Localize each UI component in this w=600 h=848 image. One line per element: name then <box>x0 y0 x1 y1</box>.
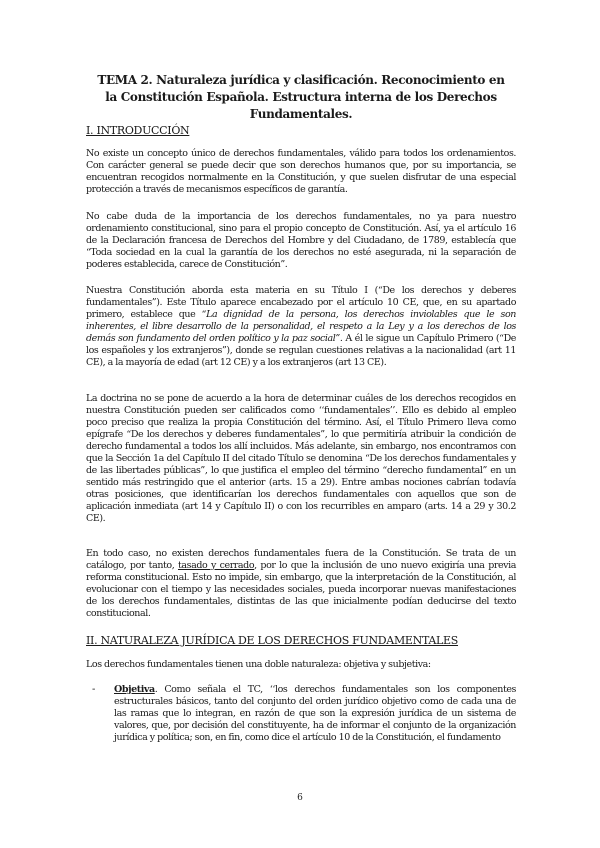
paragraph-1: No existe un concepto único de derechos fundamentales, válido para todos los ordenamientos. Con carácter general se puede decir que son derechos humanos que, por su importancia, se encuentran recogidos normalmente en la Constitución, y que suelen disfrutar de una especial protección a través de mecanismos específicos de garantía. <box>86 148 516 195</box>
section-heading-naturaleza-juridica: II. NATURALEZA JURÍDICA DE LOS DERECHOS FUNDAMENTALES <box>86 634 459 647</box>
page-title: TEMA 2. Naturaleza jurídica y clasificación. Reconocimiento en la Constitución Española. Estructura interna de los Derechos Fundamentales. <box>97 73 505 121</box>
paragraph-5-text-before: En todo caso, no existen derechos fundamentales fuera de la Constitución. Se trata de un catálogo, por tanto, <box>86 548 516 571</box>
paragraph-3-text-after: A él le sigue un Capítulo Primero (“De los españoles y los extranjeros”), donde se regulan cuestiones relativas a la nacionalidad (art 11 CE), a la mayoría de edad (art 12 CE) y a los extranjeros (art 13 CE). <box>86 333 516 368</box>
page-number: 6 <box>297 793 303 803</box>
article-10-quote: “La dignidad de la persona, los derechos inviolables que le son inherentes, el libre desarrollo de la personalidad, el respeto a la Ley y a los derechos de los demás son fundamento del orden político y la paz social”. <box>86 309 516 344</box>
section-2-intro: Los derechos fundamentales tienen una doble naturaleza: objetiva y subjetiva: <box>86 659 431 670</box>
section-heading-introduccion: I. INTRODUCCIÓN <box>86 124 190 137</box>
paragraph-3 <box>86 285 516 369</box>
paragraph-2: No cabe duda de la importancia de los derechos fundamentales, no ya para nuestro ordenamiento constitucional, sino para el propio concepto de Constitución. Así, ya el artículo 16 de la Declaración francesa de Derechos del Hombre y del Ciudadano, de 1789, establecía que “Toda sociedad en la cual la garantía de los derechos no esté asegurada, ni la separación de poderes establecida, carece de Constitución”. <box>86 211 516 270</box>
bullet-title-objetiva: Objetiva <box>114 684 155 695</box>
tasado-y-cerrado-underlined: tasado y cerrado <box>178 560 255 571</box>
paragraph-5-text-after: , por lo que la inclusión de uno nuevo exigiría una previa reforma constitucional. Esto no impide, sin embargo, que la interpretación de la Constitución, al evolucionar con el tiempo y las necesidades sociales, pueda incorporar nuevas manifestaciones de los derechos fundamentales, distintas de las que inicialmente podían deducirse del texto constitucional. <box>86 560 516 619</box>
paragraph-4: La doctrina no se pone de acuerdo a la hora de determinar cuáles de los derechos recogidos en nuestra Constitución pueden ser calificados como ‘‘fundamentales’’. Ello es debido al empleo poco preciso que realiza la propia Constitución del término. Así, el Título Primero lleva como epígrafe “De los derechos y deberes fundamentales”, lo que permitiría atribuir la condición de derecho fundamental a todos los allí incluidos. Más adelante, sin embargo, nos encontramos con que la Sección 1a del Capítulo II del citado Título se denomina “De los derechos fundamentales y de las libertades públicas”, lo que justifica el empleo del término “derecho fundamental” en un sentido más restringido que el anterior (arts. 15 a 29). Entre ambas nociones cabrían todavía otras posiciones, que identificarían los derechos fundamentales con aquellos que son de aplicación inmediata (art 14 y Capítulo II) o con los recurribles en amparo (arts. 14 a 29 y 30.2 CE). <box>86 393 516 524</box>
bullet-dash: - <box>92 684 96 695</box>
paragraph-5 <box>86 548 516 620</box>
bullet-objetiva-text: . Como señala el TC, ‘‘los derechos fundamentales son los componentes estructurales básicos, tanto del conjunto del orden jurídico objetivo como de cada una de las ramas que lo integran, en razón de que son la expresión jurídica de un sistema de valores, que, por decisión del constituyente, ha de informar el conjunto de la organización jurídica y política; son, en fin, como dice el artículo 10 de la Constitución, el fundamento <box>114 684 516 743</box>
paragraph-3-text-before: Nuestra Constitución aborda esta materia en su Título I (“De los derechos y deberes fundamentales”). Este Título aparece encabezado por el artículo 10 CE, que, en su apartado primero, establece que <box>86 285 516 320</box>
bullet-objetiva <box>114 684 516 744</box>
